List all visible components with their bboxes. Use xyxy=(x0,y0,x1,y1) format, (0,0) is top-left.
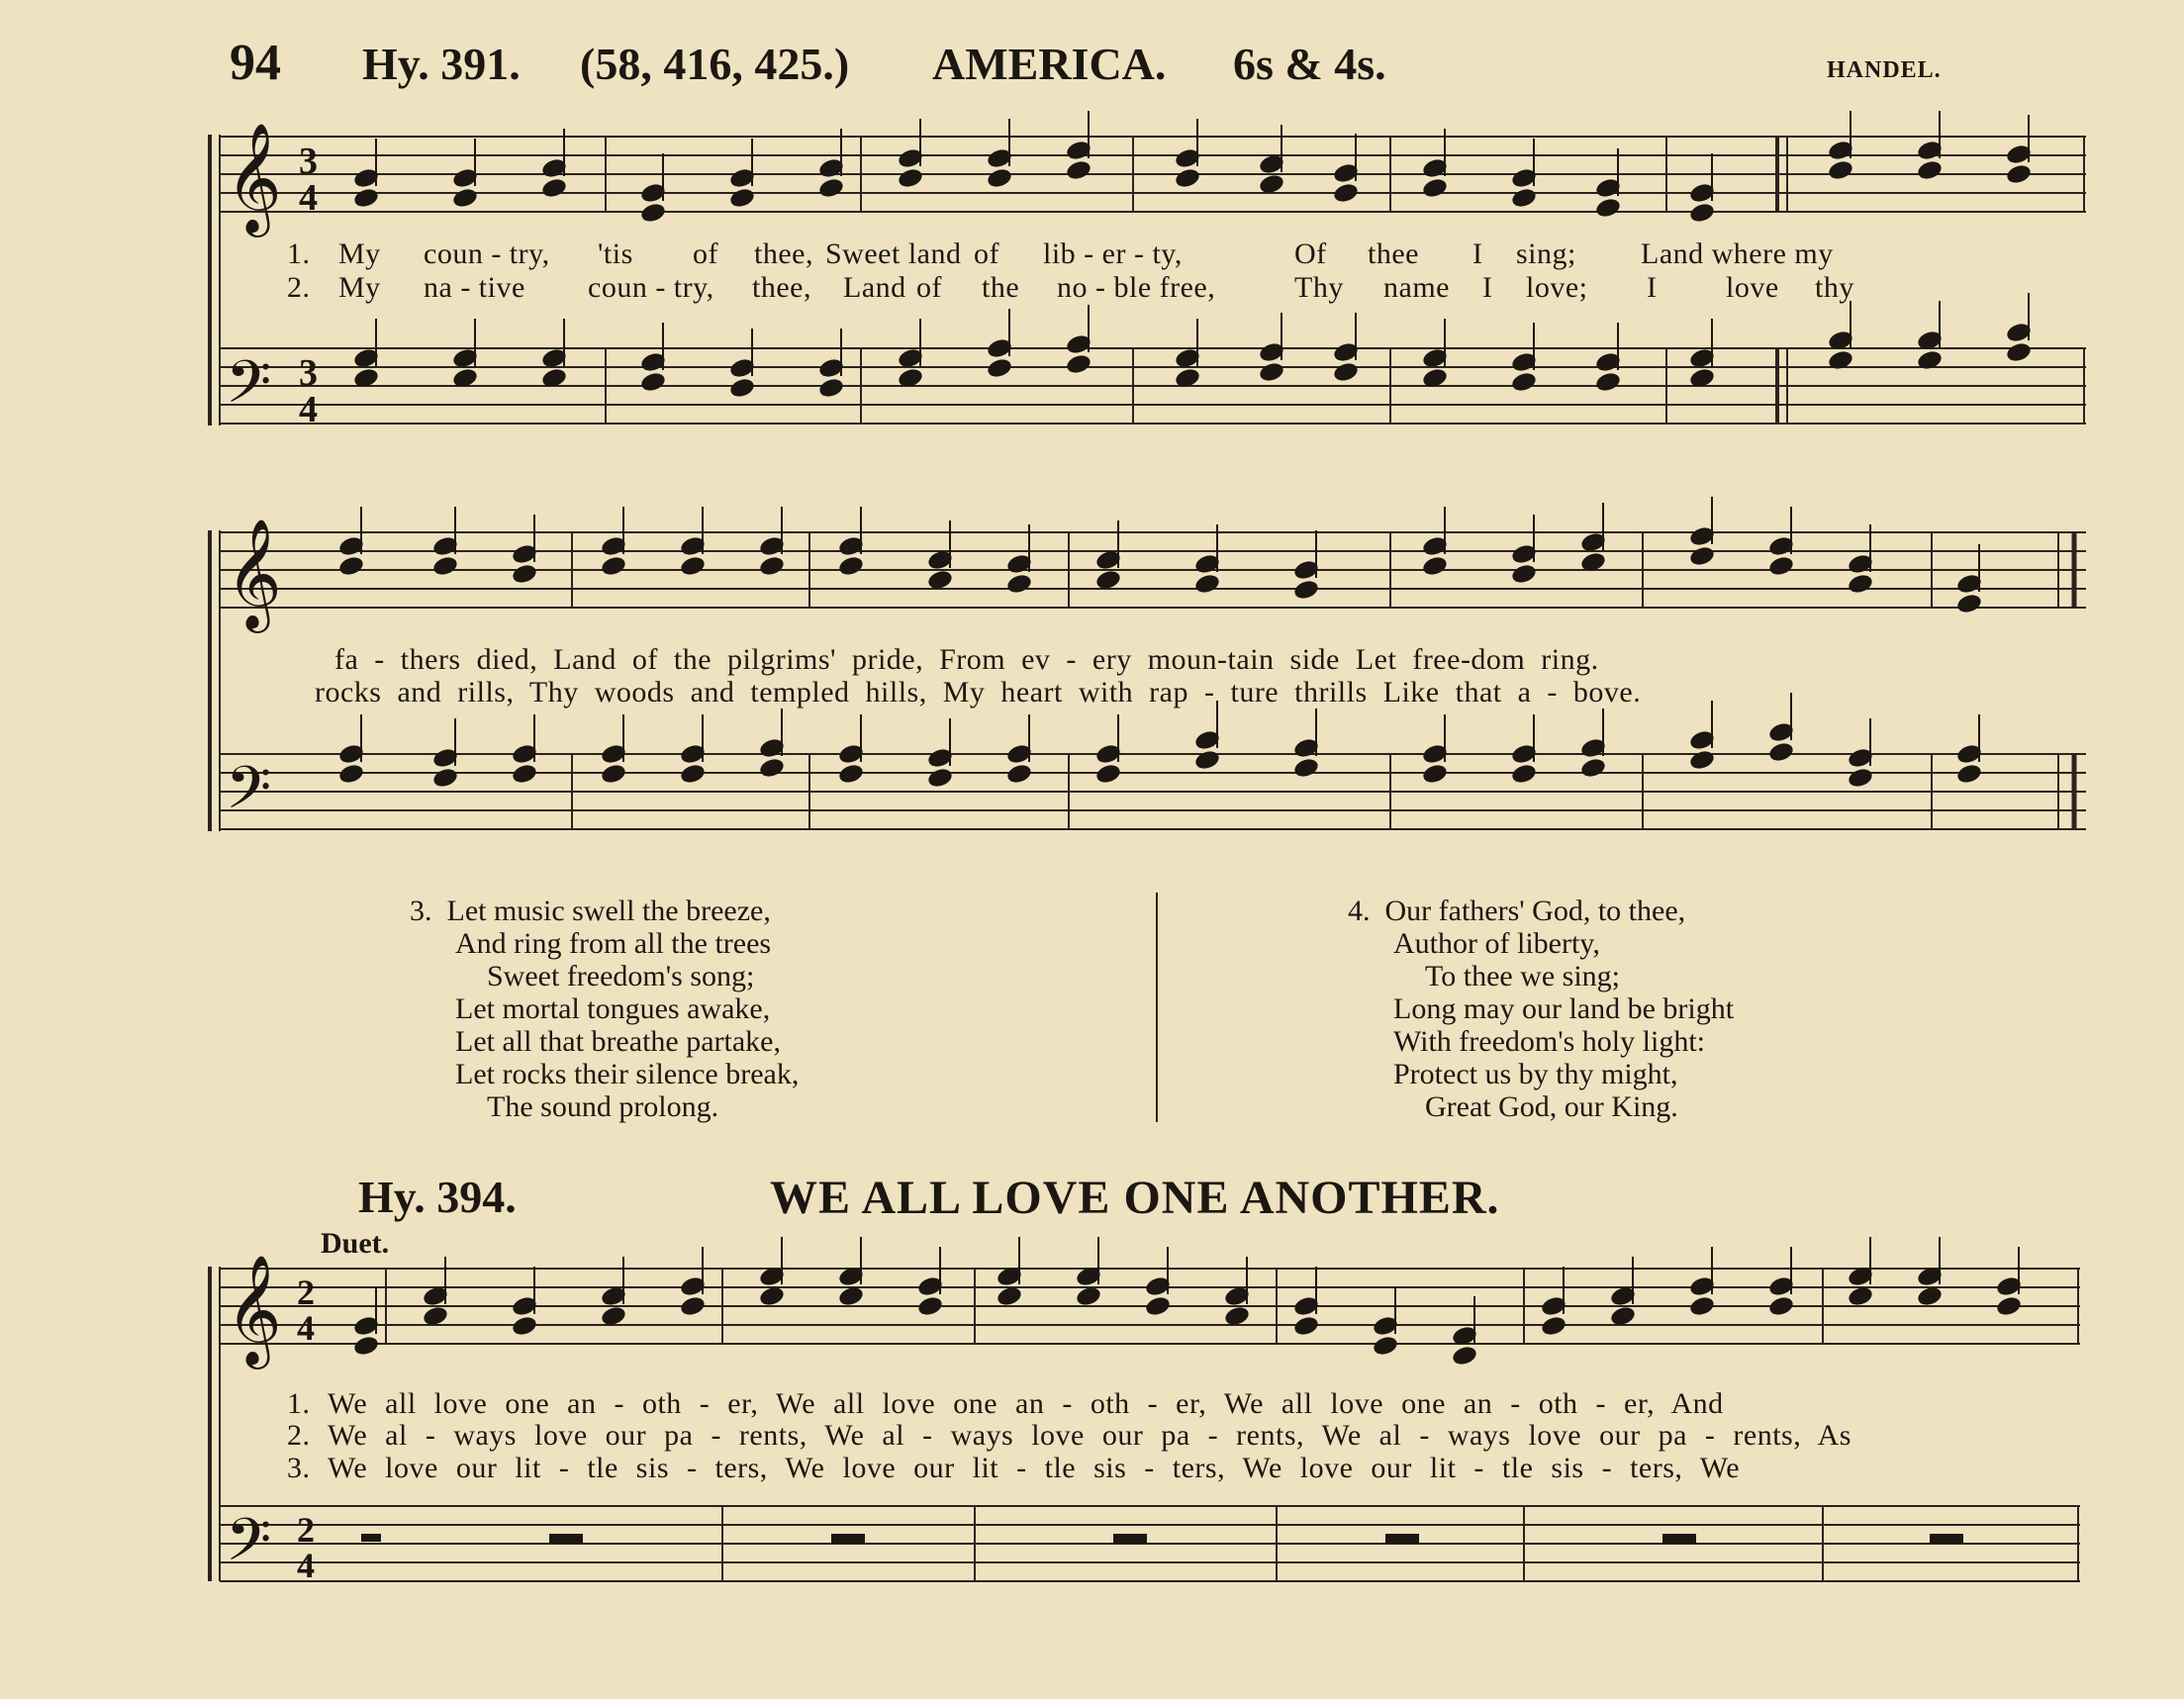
notehead xyxy=(1996,1296,2021,1317)
notehead xyxy=(1848,748,1872,769)
notehead xyxy=(898,148,922,169)
hymn2-title: WE ALL LOVE ONE ANOTHER. xyxy=(770,1172,1500,1224)
svg-text:4: 4 xyxy=(297,1308,315,1348)
notehead xyxy=(512,1316,536,1337)
notehead xyxy=(898,168,922,189)
notehead xyxy=(512,764,536,785)
notehead xyxy=(987,148,1011,169)
svg-text:4: 4 xyxy=(299,389,318,430)
notehead xyxy=(1373,1336,1397,1357)
notehead xyxy=(818,158,843,179)
notehead xyxy=(1452,1346,1476,1367)
meter: 6s & 4s. xyxy=(1233,39,1386,89)
notehead xyxy=(1595,372,1620,393)
notehead xyxy=(987,168,1011,189)
notehead xyxy=(423,1286,447,1307)
svg-text:4: 4 xyxy=(297,1546,315,1583)
notehead xyxy=(432,768,457,789)
svg-text:3: 3 xyxy=(299,352,318,394)
notehead xyxy=(1145,1296,1170,1317)
notehead xyxy=(759,536,784,557)
notehead xyxy=(601,556,625,577)
notehead xyxy=(601,764,625,785)
hymn-references: (58, 416, 425.) xyxy=(580,39,850,89)
notehead xyxy=(997,1286,1021,1307)
notehead xyxy=(1956,744,1981,765)
notehead xyxy=(432,536,457,557)
notehead xyxy=(1996,1276,2021,1297)
notehead xyxy=(1848,1286,1872,1307)
notehead xyxy=(759,556,784,577)
notehead xyxy=(1689,1296,1714,1317)
notehead xyxy=(1224,1306,1249,1327)
notehead xyxy=(432,556,457,577)
notehead xyxy=(432,748,457,769)
notehead xyxy=(927,768,952,789)
notehead xyxy=(353,1336,378,1357)
notehead xyxy=(1076,1286,1100,1307)
notehead xyxy=(1956,764,1981,785)
notehead xyxy=(1848,554,1872,575)
notehead xyxy=(1006,554,1031,575)
notehead xyxy=(1689,526,1714,547)
notehead xyxy=(1689,730,1714,751)
notehead xyxy=(1175,348,1199,369)
svg-text:3: 3 xyxy=(299,141,318,182)
system3-lyric-verse3: 3. We love our lit - tle sis - ters, We love our lit - tle sis - ters, We love our lit - tle sis - ters, We xyxy=(287,1452,1741,1484)
notehead xyxy=(1768,556,1793,577)
notehead xyxy=(838,764,863,785)
notehead xyxy=(601,1306,625,1327)
notehead xyxy=(452,168,477,189)
notehead xyxy=(1293,738,1318,759)
notehead xyxy=(640,183,665,204)
notehead xyxy=(1006,744,1031,765)
notehead xyxy=(1689,183,1714,204)
notehead xyxy=(1595,198,1620,219)
notehead xyxy=(338,764,363,785)
notehead xyxy=(512,544,536,565)
notehead xyxy=(729,188,754,209)
notehead xyxy=(1224,1286,1249,1307)
notehead xyxy=(512,1296,536,1317)
notehead xyxy=(680,536,705,557)
notehead xyxy=(1006,574,1031,595)
notehead xyxy=(818,378,843,399)
notehead xyxy=(1422,744,1447,765)
notehead xyxy=(1689,546,1714,567)
notehead xyxy=(1511,564,1536,585)
notehead xyxy=(353,1316,378,1337)
notehead xyxy=(917,1296,942,1317)
notehead xyxy=(927,748,952,769)
notehead xyxy=(898,348,922,369)
notehead xyxy=(1511,352,1536,373)
system1-lyric-verse1: 1. My coun - try, 'tis of thee, Sweet land of lib - er - ty, Of thee I sing; Land where my xyxy=(287,237,1834,270)
notehead xyxy=(1194,554,1219,575)
notehead xyxy=(601,744,625,765)
notehead xyxy=(1768,722,1793,743)
notehead xyxy=(640,372,665,393)
notehead xyxy=(1175,168,1199,189)
notehead xyxy=(838,536,863,557)
notehead xyxy=(1095,744,1120,765)
notehead xyxy=(1293,580,1318,601)
notehead xyxy=(1333,342,1358,363)
svg-text:2: 2 xyxy=(297,1510,315,1550)
notehead xyxy=(512,564,536,585)
notehead xyxy=(601,1286,625,1307)
notehead xyxy=(1066,160,1091,181)
notehead xyxy=(1689,348,1714,369)
notehead xyxy=(1610,1306,1635,1327)
notehead xyxy=(1333,163,1358,184)
svg-text:𝄢: 𝄢 xyxy=(226,1505,272,1583)
notehead xyxy=(1293,758,1318,779)
notehead xyxy=(2006,323,2031,343)
notehead xyxy=(2006,342,2031,363)
notehead xyxy=(759,1286,784,1307)
notehead xyxy=(338,536,363,557)
notehead xyxy=(1828,160,1852,181)
notehead xyxy=(759,738,784,759)
composer: HANDEL. xyxy=(1827,57,1942,83)
notehead xyxy=(541,158,566,179)
stanza-3: 3. Let music swell the breeze, And ring from all the trees Sweet freedom's song; Let mortal tongues awake, Let all that breathe partake, Let rocks their silence break, The sound prolong. xyxy=(410,895,800,1123)
notehead xyxy=(1511,744,1536,765)
notehead xyxy=(759,758,784,779)
svg-text:2: 2 xyxy=(297,1273,315,1312)
notehead xyxy=(1917,160,1942,181)
notehead xyxy=(1768,536,1793,557)
notehead xyxy=(338,744,363,765)
notehead xyxy=(680,556,705,577)
notehead xyxy=(1095,570,1120,591)
notehead xyxy=(838,556,863,577)
notehead xyxy=(640,203,665,224)
svg-text:𝄞: 𝄞 xyxy=(226,122,282,233)
notehead xyxy=(680,1276,705,1297)
notehead xyxy=(818,358,843,379)
notehead xyxy=(1511,544,1536,565)
notehead xyxy=(1066,334,1091,355)
notehead xyxy=(1595,352,1620,373)
notehead xyxy=(1293,560,1318,581)
notehead xyxy=(1511,372,1536,393)
notehead xyxy=(1580,738,1605,759)
notehead xyxy=(452,188,477,209)
system2-lyric-verse1: fa - thers died, Land of the pilgrims' pride, From ev - ery moun-tain side Let free-dom ring. xyxy=(334,643,1599,676)
notehead xyxy=(1194,574,1219,595)
hymn-number: Hy. 391. xyxy=(362,39,521,89)
notehead xyxy=(541,178,566,199)
notehead xyxy=(1595,178,1620,199)
notehead xyxy=(987,358,1011,379)
notehead xyxy=(1768,1276,1793,1297)
notehead xyxy=(1422,158,1447,179)
notehead xyxy=(601,536,625,557)
svg-text:𝄢: 𝄢 xyxy=(226,753,272,836)
notehead xyxy=(1610,1286,1635,1307)
notehead xyxy=(1066,141,1091,161)
notehead xyxy=(680,744,705,765)
notehead xyxy=(729,378,754,399)
notehead xyxy=(1828,141,1852,161)
notehead xyxy=(2006,164,2031,185)
notehead xyxy=(838,744,863,765)
notehead xyxy=(1422,556,1447,577)
notehead xyxy=(1541,1316,1566,1337)
svg-text:𝄞: 𝄞 xyxy=(226,518,282,628)
notehead xyxy=(680,764,705,785)
notehead xyxy=(1293,1296,1318,1317)
notehead xyxy=(987,338,1011,359)
notehead xyxy=(818,178,843,199)
stanza-4: 4. Our fathers' God, to thee, Author of liberty, To thee we sing; Long may our land be bright With freedom's holy light: Protect us by thy might, Great God, our King. xyxy=(1348,895,1735,1123)
notehead xyxy=(1422,536,1447,557)
notehead xyxy=(1848,768,1872,789)
notehead xyxy=(1175,148,1199,169)
notehead xyxy=(1422,764,1447,785)
notehead xyxy=(1006,764,1031,785)
notehead xyxy=(917,1276,942,1297)
notehead xyxy=(2006,144,2031,165)
notehead xyxy=(338,556,363,577)
notehead xyxy=(1333,183,1358,204)
svg-text:4: 4 xyxy=(299,177,318,219)
notehead xyxy=(1768,742,1793,763)
notehead xyxy=(1768,1296,1793,1317)
notehead xyxy=(927,570,952,591)
notehead xyxy=(512,744,536,765)
notehead xyxy=(640,352,665,373)
notehead xyxy=(452,348,477,369)
notehead xyxy=(1194,750,1219,771)
notehead xyxy=(1259,362,1283,383)
system1-lyric-verse2: 2. My na - tive coun - try, thee, Land of the no - ble free, Thy name I love; I love thy xyxy=(287,271,1854,304)
notehead xyxy=(1511,188,1536,209)
notehead xyxy=(1689,1276,1714,1297)
notehead xyxy=(1066,354,1091,375)
notehead xyxy=(1917,141,1942,161)
hymn2-number: Hy. 394. xyxy=(358,1172,517,1222)
duet-label: Duet. xyxy=(321,1227,390,1260)
svg-text:𝄞: 𝄞 xyxy=(226,1254,282,1365)
notehead xyxy=(1373,1316,1397,1337)
notehead xyxy=(927,550,952,571)
notehead xyxy=(1956,594,1981,614)
notehead xyxy=(1689,750,1714,771)
notehead xyxy=(1689,203,1714,224)
stanza-divider xyxy=(1156,893,1158,1122)
notehead xyxy=(1333,362,1358,383)
tune-name: AMERICA. xyxy=(932,39,1167,89)
notehead xyxy=(1422,348,1447,369)
notehead xyxy=(1259,154,1283,175)
system2-lyric-verse2: rocks and rills, Thy woods and templed hills, My heart with rap - ture thrills Like that a - bove. xyxy=(315,676,1642,708)
notehead xyxy=(1194,730,1219,751)
notehead xyxy=(541,348,566,369)
system3-lyric-verse1: 1. We all love one an - oth - er, We all love one an - oth - er, We all love one an - oth - er, And xyxy=(287,1387,1724,1420)
system3-lyric-verse2: 2. We al - ways love our pa - rents, We al - ways love our pa - rents, We al - ways love our pa - rents, As xyxy=(287,1419,1852,1452)
notehead xyxy=(680,1296,705,1317)
notehead xyxy=(1580,532,1605,553)
notehead xyxy=(729,168,754,189)
notehead xyxy=(1259,174,1283,195)
notehead xyxy=(1259,342,1283,363)
notehead xyxy=(423,1306,447,1327)
notehead xyxy=(353,348,378,369)
page-number: 94 xyxy=(230,35,281,91)
notehead xyxy=(838,1286,863,1307)
notehead xyxy=(353,188,378,209)
notehead xyxy=(1848,574,1872,595)
notehead xyxy=(1095,764,1120,785)
notehead xyxy=(1956,574,1981,595)
notehead xyxy=(729,358,754,379)
notehead xyxy=(1511,764,1536,785)
notehead xyxy=(1145,1276,1170,1297)
notehead xyxy=(1580,758,1605,779)
notehead xyxy=(1511,168,1536,189)
notehead xyxy=(1541,1296,1566,1317)
notehead xyxy=(1095,550,1120,571)
notehead xyxy=(353,168,378,189)
svg-text:𝄢: 𝄢 xyxy=(226,347,272,430)
notehead xyxy=(1917,1286,1942,1307)
notehead xyxy=(1293,1316,1318,1337)
notehead xyxy=(1422,178,1447,199)
